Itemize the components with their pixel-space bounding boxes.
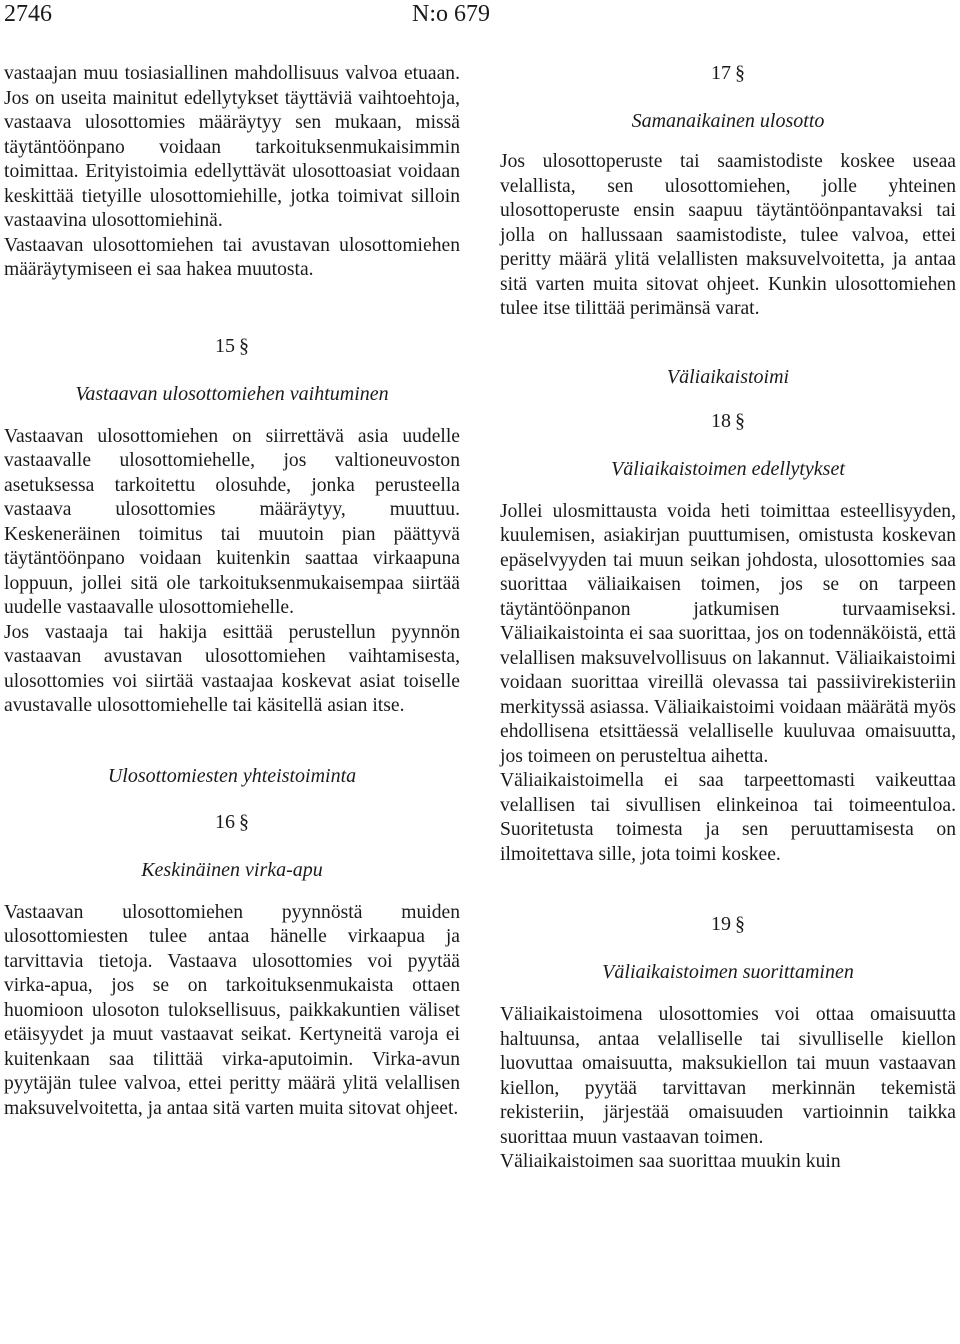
chapter-title: Ulosottomiesten yhteistoiminta (107, 764, 357, 787)
section-symbol: § (239, 334, 249, 357)
section-number: 19 (711, 913, 731, 935)
section-17 (500, 60, 956, 322)
body-paragraph: Vastaavan ulosottomiehen on siirrettävä asia uudelle vastaavalle ulosottomiehelle, jos valtioneuvoston asetuksessa tarkoitettu olosuhde, jonka perusteella vastaava ulosottomies määräytyy, muuttuu. Keskeneräinen toimitus tai muutoin pian päättyvä täytäntöönpano voidaan kuitenkin saattaa virkaapuna loppuun, jollei sitä ole tarkoituksenmukaisempaa siirtää uudelle vastaavalle ulosottomiehelle. (4, 425, 460, 618)
body-paragraph: vastaajan muu tosiasiallinen mahdollisuus valvoa etuaan. Jos on useita mainitut edellytykset täyttäviä vaihtoehtoja, vastaava ulosottomies määräytyy sen mukaan, missä täytäntöönpano voidaan tarkoituksenmukaisimmin toimittaa. Erityistoimia edellyttävät ulosottoasiat voidaan keskittää tietyille ulosottomiehille, jotka toimivat silloin vastaavina ulosottomiehinä. (4, 63, 460, 231)
section-number: 18 (711, 409, 731, 432)
section-number: 16 (215, 810, 235, 833)
body-paragraph: Jos ulosottoperuste tai saamistodiste koskee useaa velallista, sen ulosottomiehen, jolle yhteinen ulosottoperuste ensin saapuu täytäntöönpantavaksi tai jolla on hallussaan saamistodiste, tulee valvoa, ettei peritty määrä ylitä velallisten maksuvelvoitetta, ja antaa sitä varten muita sitovat ohjeet. Kunkin ulosottomiehen tulee itse tilittää perimänsä varat. (500, 151, 956, 319)
section-title: Keskinäinen virka-apu (141, 858, 323, 881)
section-18 (500, 408, 956, 868)
section-number: 17 (711, 62, 731, 84)
section-number-heading (500, 60, 956, 86)
chapter-title: Väliaikaistoimi (666, 365, 790, 388)
section-19 (500, 911, 956, 1175)
section-title: Väliaikaistoimen edellytykset (611, 457, 845, 480)
section-symbol: § (239, 810, 249, 833)
section-symbol: § (735, 62, 745, 84)
page-header (0, 0, 960, 40)
page-number: 2746 (4, 1, 52, 27)
section-title: Väliaikaistoimen suorittaminen (602, 961, 854, 983)
section-number-heading (500, 911, 956, 937)
section-symbol: § (735, 409, 745, 432)
section-number-heading (500, 408, 956, 434)
section-title: Samanaikainen ulosotto (631, 110, 825, 132)
body-paragraph: Väliaikaistoimella ei saa tarpeettomasti vaikeuttaa velallisen tai sivullisen elinkeinoa tai toimeentuloa. Suoritetusta toimesta ja sen peruuttamisesta on ilmoitettava sille, jota toimi koskee. (500, 770, 956, 865)
section-symbol: § (735, 913, 745, 935)
body-paragraph: Jos vastaaja tai hakija esittää perustellun pyynnön vastaavan avustavan ulosottomiehen vaihtamisesta, ulosottomies voi siirtää vastaajaa koskevat asiat toiselle avustavalle ulosottomiehelle tai käsitellä asian itse. (4, 621, 460, 716)
body-paragraph: Väliaikaistoimena ulosottomies voi ottaa omaisuutta haltuunsa, antaa velalliselle tai sivulliselle kiellon luovuttaa omaisuutta, maksukiellon tai muun vastaavan kiellon, pyytää tarvittavan merkinnän tekemistä rekisteriin, järjestää omaisuuden vartioinnin taikka suorittaa muun vastaavan toimen. (500, 1004, 956, 1148)
document-number: N:o 679 (412, 1, 490, 27)
section-number-heading (4, 809, 460, 835)
section-16 (4, 809, 460, 1122)
body-paragraph: Väliaikaistoimen saa suorittaa muukin kuin (500, 1151, 841, 1172)
section-number-heading (4, 333, 460, 359)
left-column (4, 62, 460, 1121)
body-paragraph: Vastaavan ulosottomiehen tai avustavan ulosottomiehen määräytymiseen ei saa hakea muutosta. (4, 234, 460, 280)
section-15 (4, 333, 460, 719)
section-number: 15 (215, 334, 235, 357)
body-paragraph: Jollei ulosmittausta voida heti toimittaa esteellisyyden, kuulemisen, asiakirjan puuttumisen, omistusta koskevan epäselvyyden tai muun seikan johdosta, ulosottomies saa suorittaa väliaikaisen toimen, jos se on tarpeen täytäntöönpanon jatkumisen turvaamiseksi. Väliaikaistointa ei saa suorittaa, jos on todennäköistä, että velallisen maksuvelvollisuus on lakannut. Väliaikaistoimi voidaan suorittaa vireillä olevassa tai passiivirekisteriin merkityssä asiassa. Väliaikaistoimi voidaan määrätä myös ehdollisena etsittäessä velalliselle kuuluvaa omaisuutta, jos toimeen on perusteltua aihetta. (500, 500, 956, 767)
body-paragraph: Vastaavan ulosottomiehen pyynnöstä muiden ulosottomiesten tulee antaa hänelle virkaapua ja tarvittavia tietoja. Vastaava ulosottomies voi pyytää virka-apua, jos se on tarkoituksenmukaista ottaen huomioon ulosoton tuloksellisuus, paikkakuntien väliset etäisyydet ja muut vastaavat seikat. Kertyneitä varoja ei kuitenkaan saa tilittää virka-aputoimin. Virka-avun pyytäjän tulee valvoa, ettei peritty määrä ylitä velallisen maksuvelvoitetta, ja antaa sitä varten muita sitovat ohjeet. (4, 901, 460, 1119)
right-column (500, 60, 956, 1175)
section-title: Vastaavan ulosottomiehen vaihtuminen (75, 382, 389, 405)
